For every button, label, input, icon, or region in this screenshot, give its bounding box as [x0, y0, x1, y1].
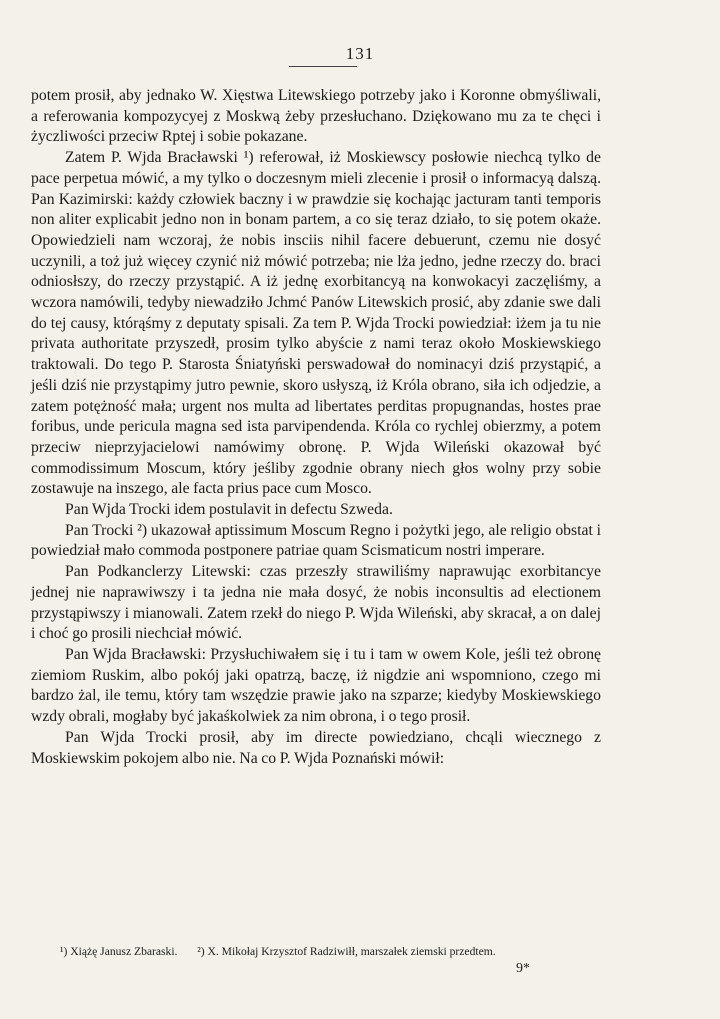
footnote-text-2: X. Mikołaj Krzysztof Radziwiłł, marszałek ziemski przedtem.: [207, 945, 496, 958]
footnote-text-1: Xiążę Janusz Zbaraski.: [70, 945, 178, 958]
page-number: 131: [345, 44, 375, 63]
body-text: [31, 86, 601, 769]
paragraph-4: Pan Trocki ²) ukazował aptissimum Moscum Regno i pożytki jego, ale religio obstat i powiedział mało commoda postponere patriae quam Scismaticum nostri imperare.: [31, 521, 601, 560]
footnote-marker-1: ¹): [60, 945, 68, 958]
paragraph-2: Zatem P. Wjda Bracławski ¹) referował, iż Moskiewscy posłowie niechcą tylko de pace perpetua mówić, a my tylko o doczesnym mieli zlecenie i prosił o informacyą dalszą. Pan Kazimirski: każdy człowiek baczny i w prawdzie się kochając jacturam tanti temporis non aliter explicabit jedno non in bonam partem, a co się teraz działo, to się potem okaże. Opowiedzieli nam wczoraj, że nobis insciis nihil facere debuerunt, czemu nie dosyć uczynili, a toż już więcey czynić niż mówić potrzeba; nie lża jedno, jedne rzeczy do. braci odniosłszy, do rzeczy przystąpić. A iż jednę exorbitancyą na konwokacyi zaczęliśmy, a wczora namówili, tedyby niewadziło Jchmć Panów Litewskich prosić, aby zdanie swe dali do tej causy, którąśmy z deputaty spisali. Za tem P. Wjda Trocki powiedział: iżem ja tu nie privata authoritate przyszedł, prosim tylko abyście z nami teraz około Moskiewskiego traktowali. Do tego P. Starosta Śniatyński perswadował do nominacyi dziś przystąpić, a jeśli dziś nie przystąpimy jutro pewnie, skoro usłyszą, iż Króla obrano, siła ich odjedzie, a zatem potężność mała; urgent nos multa ad libertates perditas propugnandas, hostes prae foribus, unde pericula magna sed ista parvipendenda. Króla co rychlej obierzmy, a potem przeciw nieprzyjacielowi namówimy obronę. P. Wjda Wileński okazował być commodissimum Moscum, który jeśliby zgodnie obrany niech głos wolny przy sobie zostawuje na inszego, ale facta prius pace cum Mosco.: [31, 149, 601, 498]
paragraph-1: potem prosił, aby jednako W. Xięstwa Litewskiego potrzeby jako i Koronne obmyśliwali, a referowania kompozycyej z Moskwą żeby przesłuchano. Dziękowano mu za te chęci i życzliwości przeciw Rptej i sobie pokazane.: [31, 87, 601, 146]
page-number-rule: [289, 66, 357, 67]
signature-mark: 9*: [516, 961, 530, 976]
footnote-2: [197, 945, 495, 958]
paragraph-7: Pan Wjda Trocki prosił, aby im directe powiedziano, chcąli wiecznego z Moskiewskim pokojem albo nie. Na co P. Wjda Poznański mówił:: [31, 728, 601, 767]
footnote-marker-2: ²): [197, 945, 205, 958]
paragraph-6: Pan Wjda Bracławski: Przysłuchiwałem się i tu i tam w owem Kole, jeśli też obronę ziemiom Ruskim, albo pokój jaki opatrzą, baczę, iż nigdzie ani wspomniono, czego mi bardzo żal, ile temu, który tam wszędzie prawie jako na szparze; kiedyby Moskiewskiego wzdy obrali, mogłaby być jakaśkolwiek za nim obrona, i o tego prosił.: [31, 645, 601, 726]
paragraph-3: Pan Wjda Trocki idem postulavit in defectu Szweda.: [65, 501, 393, 519]
footnotes: [60, 944, 605, 960]
paragraph-5: Pan Podkanclerzy Litewski: czas przeszły strawiliśmy naprawując exorbitancye jednej nie naprawiwszy i ta jedna nie mała dosyć, że nobis inconsultis ad electionem przystąpiwszy i mianowali. Zatem rzekł do niego P. Wjda Wileński, aby skracał, a on dalej i choć go prosili niechciał mówić.: [31, 563, 601, 643]
footnote-1: [60, 945, 180, 958]
